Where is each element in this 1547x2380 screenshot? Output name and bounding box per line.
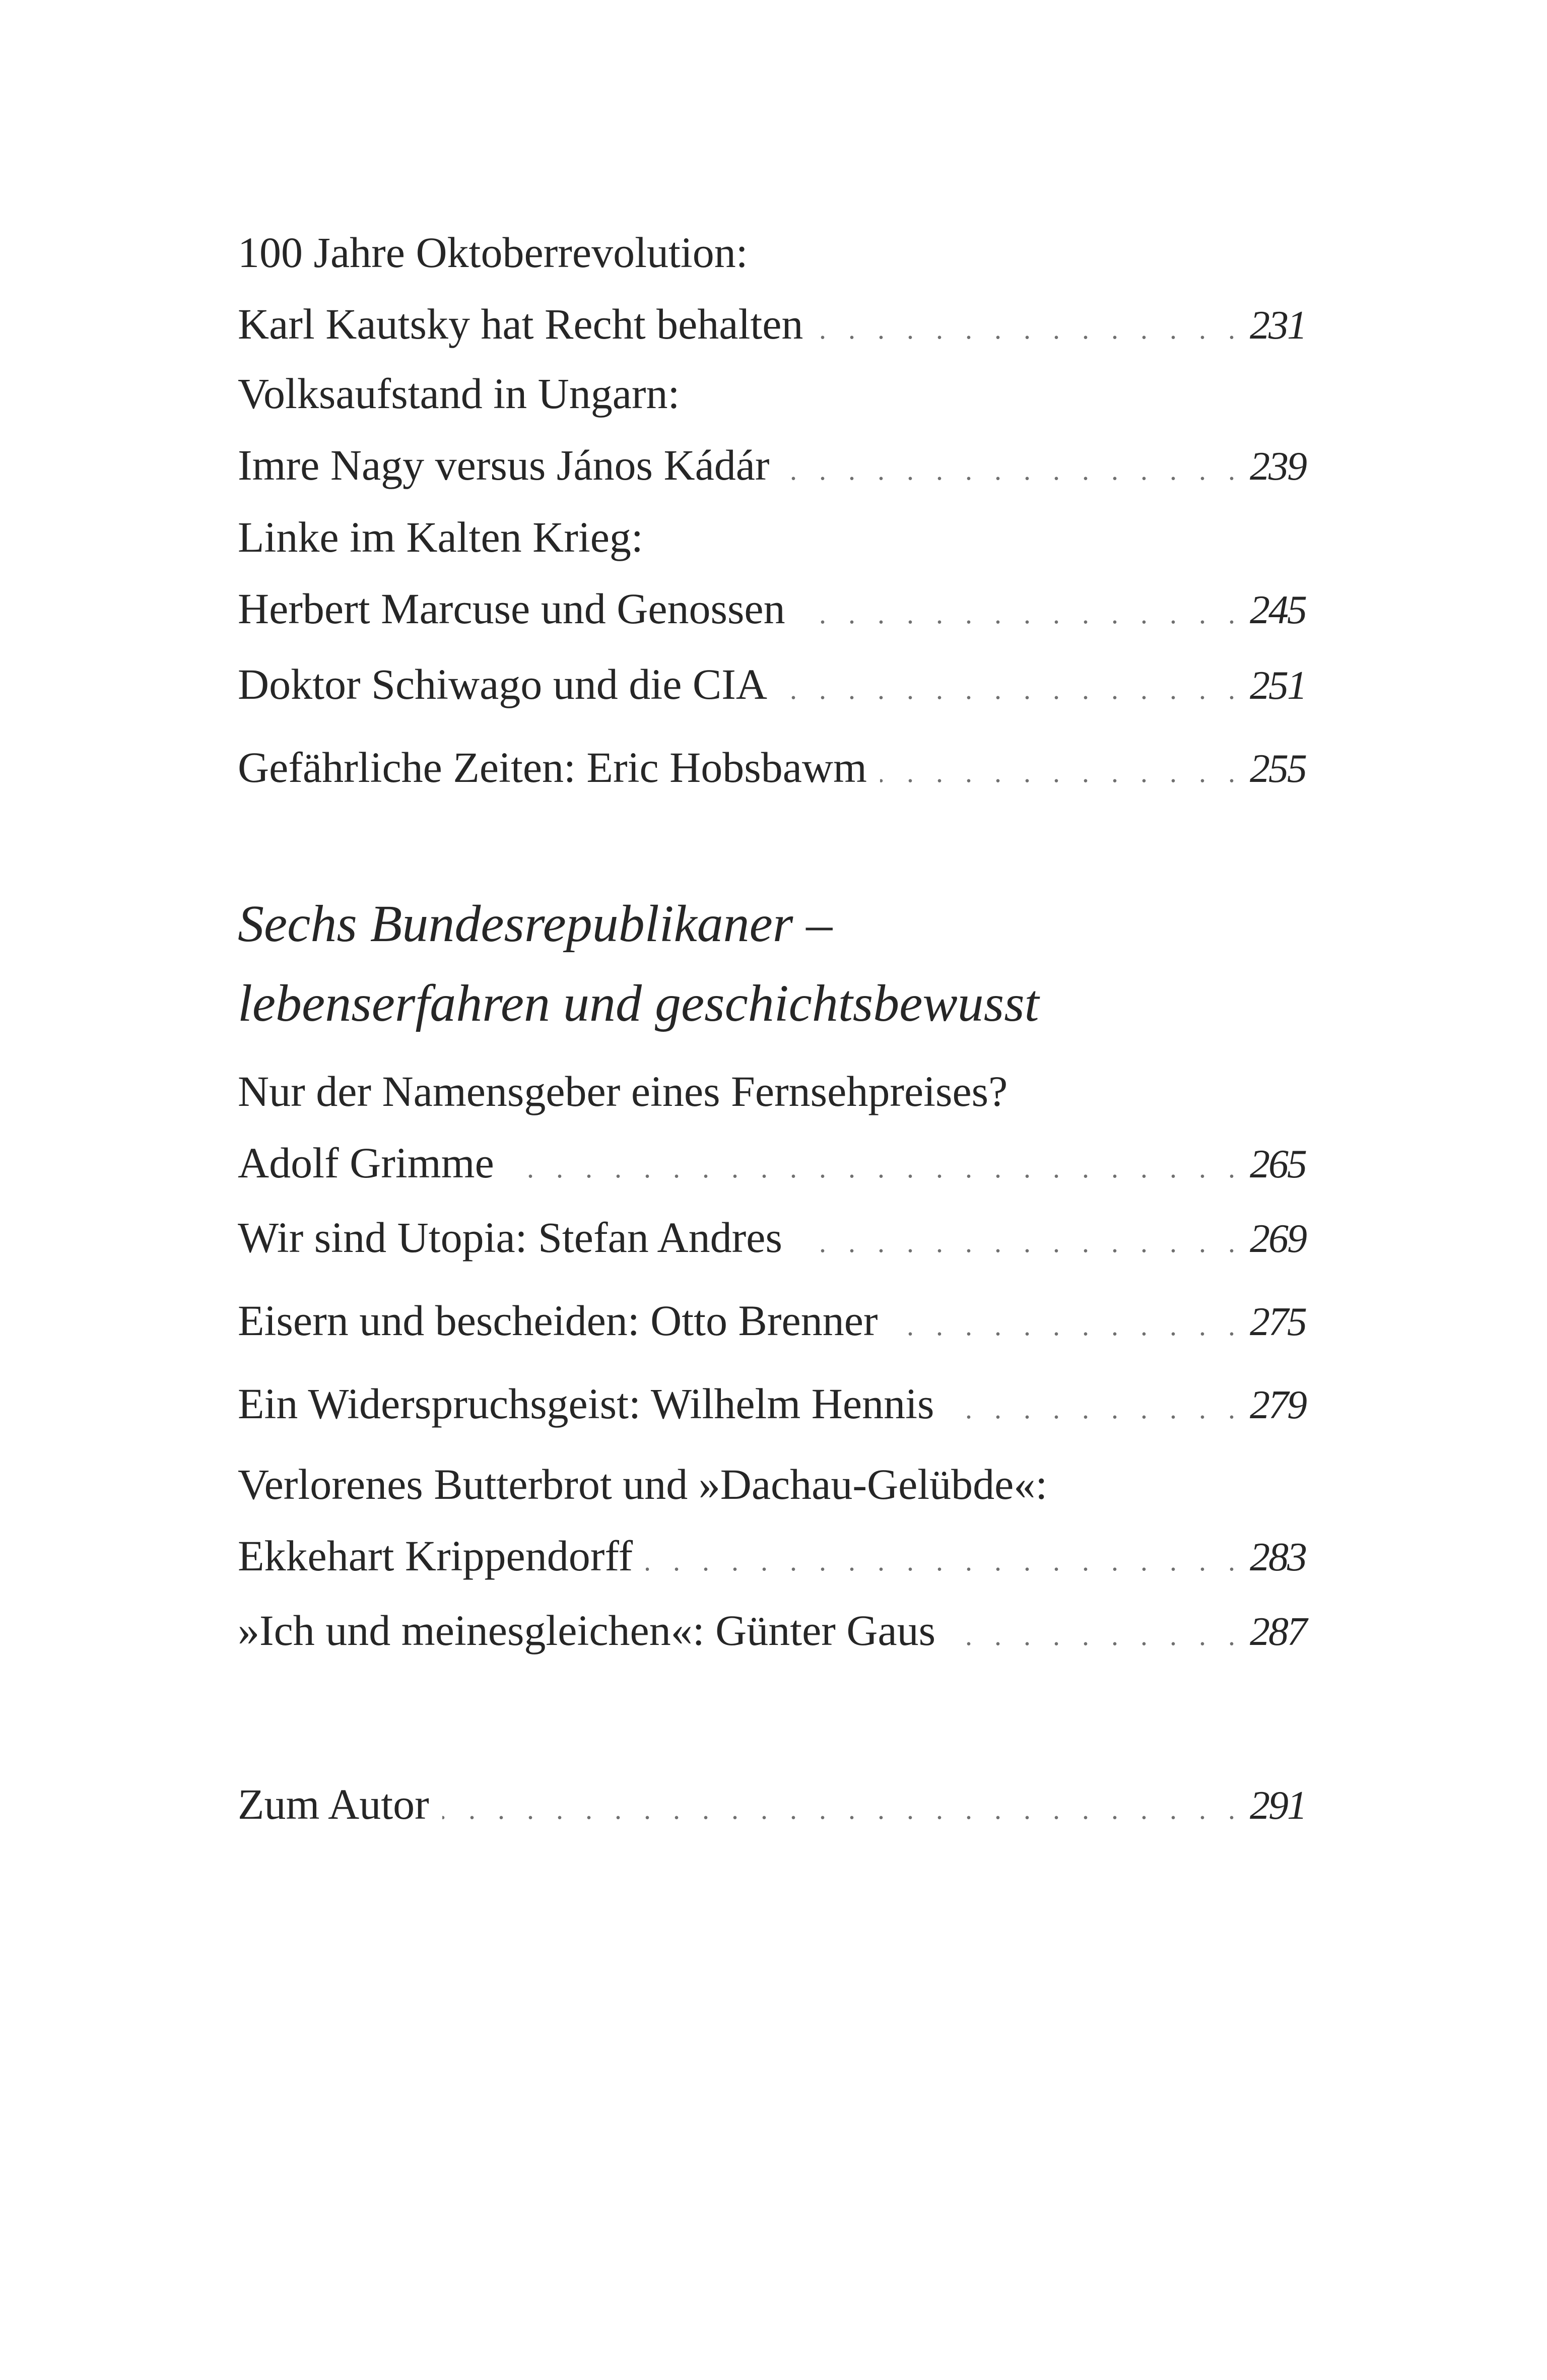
dot-leader (442, 1774, 1243, 1845)
entry-line (238, 1520, 1306, 1597)
entry-line (238, 648, 1306, 725)
entry-title: »Ich und meinesgleichen«: Günter Gaus (238, 1606, 936, 1655)
dot-leader (880, 737, 1243, 809)
entry-line (238, 1595, 1306, 1672)
entry-title: Wir sind Utopia: Stefan Andres (238, 1213, 782, 1262)
dot-leader (798, 578, 1243, 650)
entry-line (238, 358, 1306, 429)
entry-line (238, 1368, 1306, 1445)
page-number: 265 (1250, 1142, 1306, 1186)
entry-line (238, 1768, 1306, 1845)
entry-title-line1: 100 Jahre Oktoberrevolution: (238, 228, 748, 277)
toc-entry-gaus (238, 1595, 1306, 1672)
page-number: 245 (1250, 588, 1306, 632)
dot-leader (891, 1290, 1243, 1362)
page-number: 239 (1250, 444, 1306, 489)
toc-entry-oktoberrevolution (238, 217, 1306, 365)
entry-line (238, 1127, 1306, 1204)
toc-entry-zum-autor (238, 1768, 1306, 1845)
toc-entry-schiwago (238, 648, 1306, 725)
page-number: 279 (1250, 1383, 1306, 1427)
toc-entry-marcuse (238, 501, 1306, 650)
page-number: 251 (1250, 664, 1306, 708)
toc-entry-hobsbawm (238, 732, 1306, 809)
entry-line (238, 732, 1306, 809)
entry-line (238, 429, 1306, 506)
toc-entry-ungarn (238, 358, 1306, 506)
entry-line (238, 501, 1306, 573)
dot-leader (795, 1207, 1243, 1279)
toc-entry-krippendorff (238, 1448, 1306, 1597)
entry-title-line2: Ekkehart Krippendorff (238, 1532, 633, 1580)
dot-leader (507, 1133, 1243, 1204)
section-heading-line2: lebenserfahren und geschichtsbewusst (238, 974, 1039, 1032)
entry-title-line1: Volksaufstand in Ungarn: (238, 369, 680, 418)
toc-entry-brenner (238, 1285, 1306, 1362)
entry-title-line1: Nur der Namensgeber eines Fernsehpreises? (238, 1067, 1008, 1115)
entry-title-line2: Herbert Marcuse und Genossen (238, 584, 785, 633)
entry-title-line2: Imre Nagy versus János Kádár (238, 441, 770, 489)
page-number: 283 (1250, 1535, 1306, 1579)
entry-title: Gefährliche Zeiten: Eric Hobsbawm (238, 743, 867, 791)
dot-leader (947, 1373, 1243, 1445)
page-number: 291 (1250, 1783, 1306, 1828)
entry-title-line2: Karl Kautsky hat Recht behalten (238, 300, 803, 348)
toc-entry-grimme (238, 1055, 1306, 1204)
page-number: 287 (1250, 1610, 1306, 1654)
page-number: 231 (1250, 303, 1306, 348)
entry-title-line1: Linke im Kalten Krieg: (238, 513, 643, 561)
dot-leader (646, 1526, 1243, 1597)
toc-entry-andres (238, 1202, 1306, 1279)
entry-line (238, 288, 1306, 365)
dot-leader (780, 654, 1243, 725)
entry-line (238, 1202, 1306, 1279)
page-number: 269 (1250, 1217, 1306, 1261)
entry-line (238, 217, 1306, 288)
page-number: 255 (1250, 747, 1306, 791)
section-heading-line1: Sechs Bundesrepublikaner – (238, 895, 833, 953)
entry-line (238, 1055, 1306, 1127)
entry-title-line1: Verlorenes Butterbrot und »Dachau-Gelübde«: (238, 1460, 1048, 1508)
entry-line (238, 1448, 1306, 1520)
toc-entry-hennis (238, 1368, 1306, 1445)
entry-title: Eisern und bescheiden: Otto Brenner (238, 1296, 878, 1345)
entry-line (238, 573, 1306, 650)
entry-line (238, 1285, 1306, 1362)
entry-title: Zum Autor (238, 1780, 429, 1828)
entry-title: Ein Widerspruchsgeist: Wilhelm Hennis (238, 1379, 934, 1428)
dot-leader (816, 294, 1243, 365)
entry-title-line2: Adolf Grimme (238, 1139, 494, 1187)
section-heading (238, 884, 1306, 1043)
page-number: 275 (1250, 1300, 1306, 1344)
dot-leader (783, 435, 1243, 506)
dot-leader (949, 1600, 1243, 1672)
entry-title: Doktor Schiwago und die CIA (238, 660, 767, 708)
